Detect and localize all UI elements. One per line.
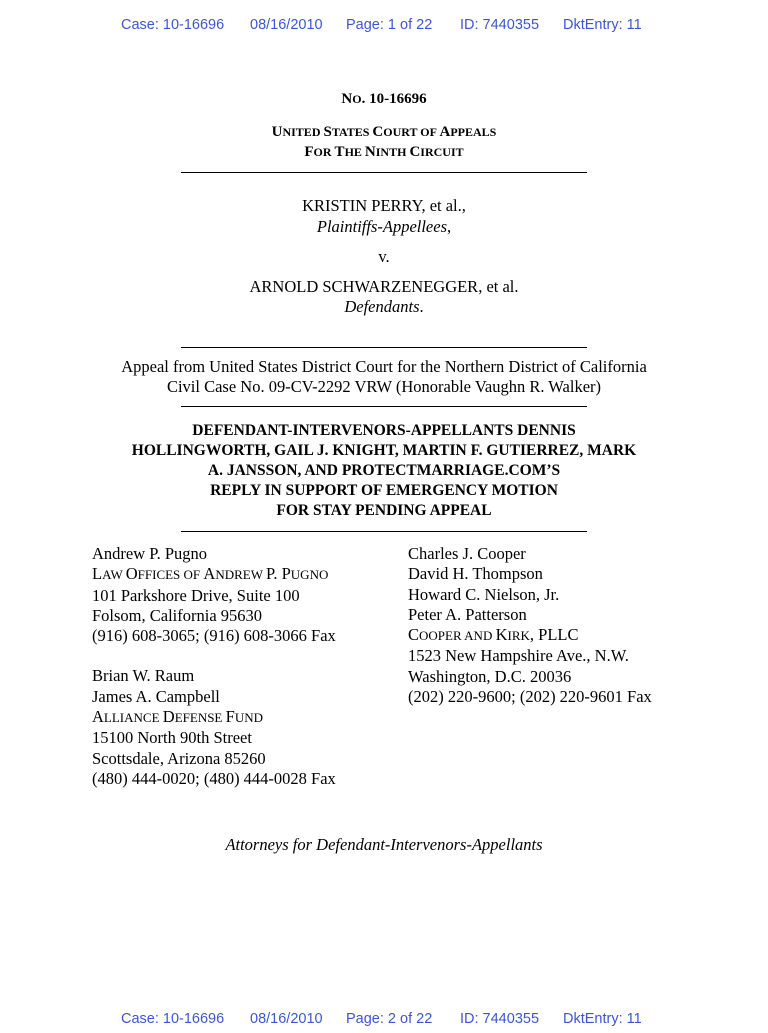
attorney-name: Andrew P. Pugno bbox=[92, 544, 208, 563]
attorney-name: Howard C. Nielson, Jr. bbox=[408, 584, 560, 604]
attorney-name: Brian W. Raum bbox=[92, 666, 195, 686]
header-page: Page: 1 of 22 bbox=[346, 17, 433, 33]
attorney-name: Peter A. Patterson bbox=[408, 604, 527, 624]
attorney-name: Charles J. Cooper bbox=[408, 544, 526, 563]
title-line: HOLLINGWORTH, GAIL J. KNIGHT, MARTIN F. GUTIERREZ, MARK bbox=[131, 442, 637, 459]
defendant-role: Defendants. bbox=[344, 297, 424, 316]
header-case-number: Case: 10-16696 bbox=[121, 17, 225, 33]
divider-rule bbox=[181, 406, 587, 407]
divider-rule bbox=[181, 347, 587, 348]
attorney-name: David H. Thompson bbox=[408, 564, 543, 584]
law-firm: LAW OFFICES OF ANDREW P. PUGNO bbox=[92, 564, 329, 584]
page-header-bottom bbox=[0, 1011, 768, 1033]
firm-address: Folsom, California 95630 bbox=[92, 605, 263, 625]
header-case-number: Case: 10-16696 bbox=[121, 1011, 225, 1027]
attorneys-for: Attorneys for Defendant-Intervenors-Appellants bbox=[225, 835, 543, 854]
header-docket-entry: DktEntry: 11 bbox=[563, 17, 642, 33]
firm-address: 101 Parkshore Drive, Suite 100 bbox=[92, 585, 300, 605]
title-line: DEFENDANT-INTERVENORS-APPELLANTS DENNIS bbox=[192, 422, 576, 439]
header-date: 08/16/2010 bbox=[250, 1011, 323, 1027]
page-header-top bbox=[0, 17, 768, 39]
title-line: REPLY IN SUPPORT OF EMERGENCY MOTION bbox=[210, 482, 558, 499]
firm-phone: (916) 608-3065; (916) 608-3066 Fax bbox=[92, 626, 336, 646]
law-firm: COOPER AND KIRK, PLLC bbox=[408, 625, 579, 645]
divider-rule bbox=[181, 172, 587, 173]
defendant-name: ARNOLD SCHWARZENEGGER, et al. bbox=[249, 277, 519, 296]
plaintiff-role: Plaintiffs-Appellees, bbox=[316, 217, 452, 236]
title-line: A. JANSSON, AND PROTECTMARRIAGE.COM’S bbox=[207, 462, 561, 479]
firm-phone: (480) 444-0020; (480) 444-0028 Fax bbox=[92, 768, 336, 788]
law-firm: ALLIANCE DEFENSE FUND bbox=[92, 707, 263, 727]
firm-address: 15100 North 90th Street bbox=[92, 728, 252, 748]
plaintiff-name: KRISTIN PERRY, et al., bbox=[302, 196, 466, 215]
appeal-line2: Civil Case No. 09-CV-2292 VRW (Honorable Vaughn R. Walker) bbox=[166, 377, 602, 396]
header-id: ID: 7440355 bbox=[460, 17, 540, 33]
header-id: ID: 7440355 bbox=[460, 1011, 540, 1027]
court-name-line1: UNITED STATES COURT OF APPEALS bbox=[271, 124, 497, 140]
attorney-name: James A. Campbell bbox=[92, 686, 220, 706]
appeal-line1: Appeal from United States District Court for the Northern District of California bbox=[121, 357, 647, 376]
firm-address: Scottsdale, Arizona 85260 bbox=[92, 748, 266, 768]
counsel-left bbox=[92, 544, 336, 789]
header-docket-entry: DktEntry: 11 bbox=[563, 1011, 642, 1027]
document-title bbox=[0, 421, 768, 521]
firm-phone: (202) 220-9600; (202) 220-9601 Fax bbox=[408, 687, 652, 707]
counsel-right bbox=[408, 544, 652, 707]
versus: v. bbox=[378, 247, 390, 266]
firm-address: Washington, D.C. 20036 bbox=[408, 666, 572, 686]
header-date: 08/16/2010 bbox=[250, 17, 323, 33]
divider-rule bbox=[181, 531, 587, 532]
firm-address: 1523 New Hampshire Ave., N.W. bbox=[408, 646, 629, 666]
case-number: NO. 10-16696 bbox=[341, 91, 427, 107]
court-name-line2: FOR THE NINTH CIRCUIT bbox=[304, 144, 464, 160]
header-page: Page: 2 of 22 bbox=[346, 1011, 433, 1027]
title-line: FOR STAY PENDING APPEAL bbox=[276, 502, 492, 519]
